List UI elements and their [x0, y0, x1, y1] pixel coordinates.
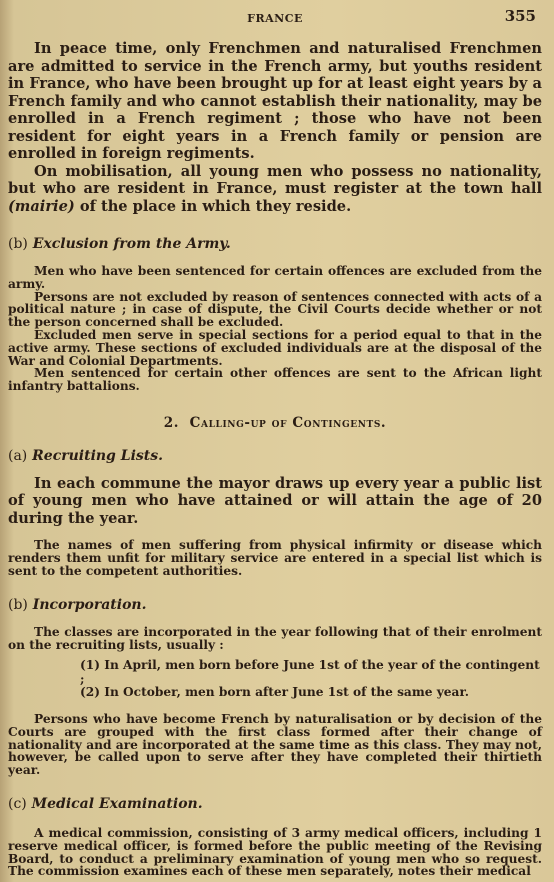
exclusion-paragraph-3: Excluded men serve in special sections for a period equal to that in the active army. These sections of excluded individuals are at the disposal of the War and Colonial Departments.: [8, 327, 542, 368]
section-title: Medical Examination.: [31, 796, 203, 813]
section-title: Exclusion from the Army.: [32, 236, 231, 252]
intro-p2-italic: (mairie): [8, 197, 75, 215]
recruiting-paragraph-1: In each commune the mayor draws up every year a public list of young men who have attained or will attain the age of 20 during the year.: [8, 474, 542, 527]
incorporation-paragraph-1: The classes are incorporated in the year following that of their enrolment on the recruiting lists, usually :: [8, 624, 542, 652]
section-heading-exclusion: [8, 235, 542, 253]
chapter-title: Calling-up of Contingents.: [189, 414, 387, 431]
section-title: Incorporation.: [32, 596, 147, 613]
recruiting-paragraph-2: The names of men suffering from physical infirmity or disease which renders them unfit for military service are entered in a special list which is sent to the competent authorities.: [8, 538, 542, 579]
intro-p2-end: of the place in which they reside.: [74, 197, 352, 215]
section-heading-recruiting-lists: [8, 447, 542, 465]
incorporation-list: [8, 659, 542, 699]
page-header: [8, 4, 542, 34]
intro-paragraph-2: [8, 163, 542, 216]
intro-paragraph-1: In peace time, only Frenchmen and naturalised Frenchmen are admitted to service in the French army, but youths resident in France, who have been brought up for at least eight years by a French family and who cannot establish their nationality, may be enrolled in a French regiment ; those who have not been resident for eight years in a French family or pension are enrolled in foreign regiments.: [8, 40, 542, 162]
section-heading-incorporation: [8, 596, 542, 614]
section-label: (c): [8, 796, 27, 813]
intro-p2-text: On mobilisation, all young men who possess no nationality, but who are resident in France, must register at the town hall: [8, 162, 542, 197]
medical-paragraph-1: A medical commission, consisting of 3 army medical officers, including 1 reserve medical officer, is formed before the public meeting of the Revising Board, to conduct a preliminary examination of young men who so request. The commission examines each of these men separately, notes their medical: [8, 826, 542, 879]
exclusion-paragraph-1: Men who have been sentenced for certain offences are excluded from the army.: [8, 264, 542, 291]
running-head: FRANCE: [247, 12, 303, 25]
list-item: (1) In April, men born before June 1st of the year of the contingent ;: [80, 658, 540, 686]
section-title: Recruiting Lists.: [32, 447, 163, 464]
list-item: (2) In October, men born after June 1st of the same year.: [80, 684, 469, 699]
exclusion-paragraph-2: Persons are not excluded by reason of sentences connected with acts of a political nature ; in case of dispute, the Civil Courts decide whether or not the person concerned shall be excluded.: [8, 289, 542, 330]
section-label: (b): [8, 596, 28, 613]
section-label: (b): [8, 236, 28, 252]
chapter-number: 2.: [163, 414, 180, 431]
page-number: 355: [504, 7, 536, 25]
exclusion-paragraph-4: Men sentenced for certain other offences are sent to the African light infantry battalions.: [8, 366, 542, 394]
chapter-heading: [8, 415, 542, 431]
section-heading-medical-examination: [8, 795, 542, 813]
incorporation-paragraph-2: Persons who have become French by naturalisation or by decision of the Courts are grouped with the first class formed after their change of nationality and are incorporated at the same time as this class. They may not, however, be called upon to serve after they have completed their thirtieth year.: [8, 712, 542, 778]
section-label: (a): [8, 447, 28, 464]
